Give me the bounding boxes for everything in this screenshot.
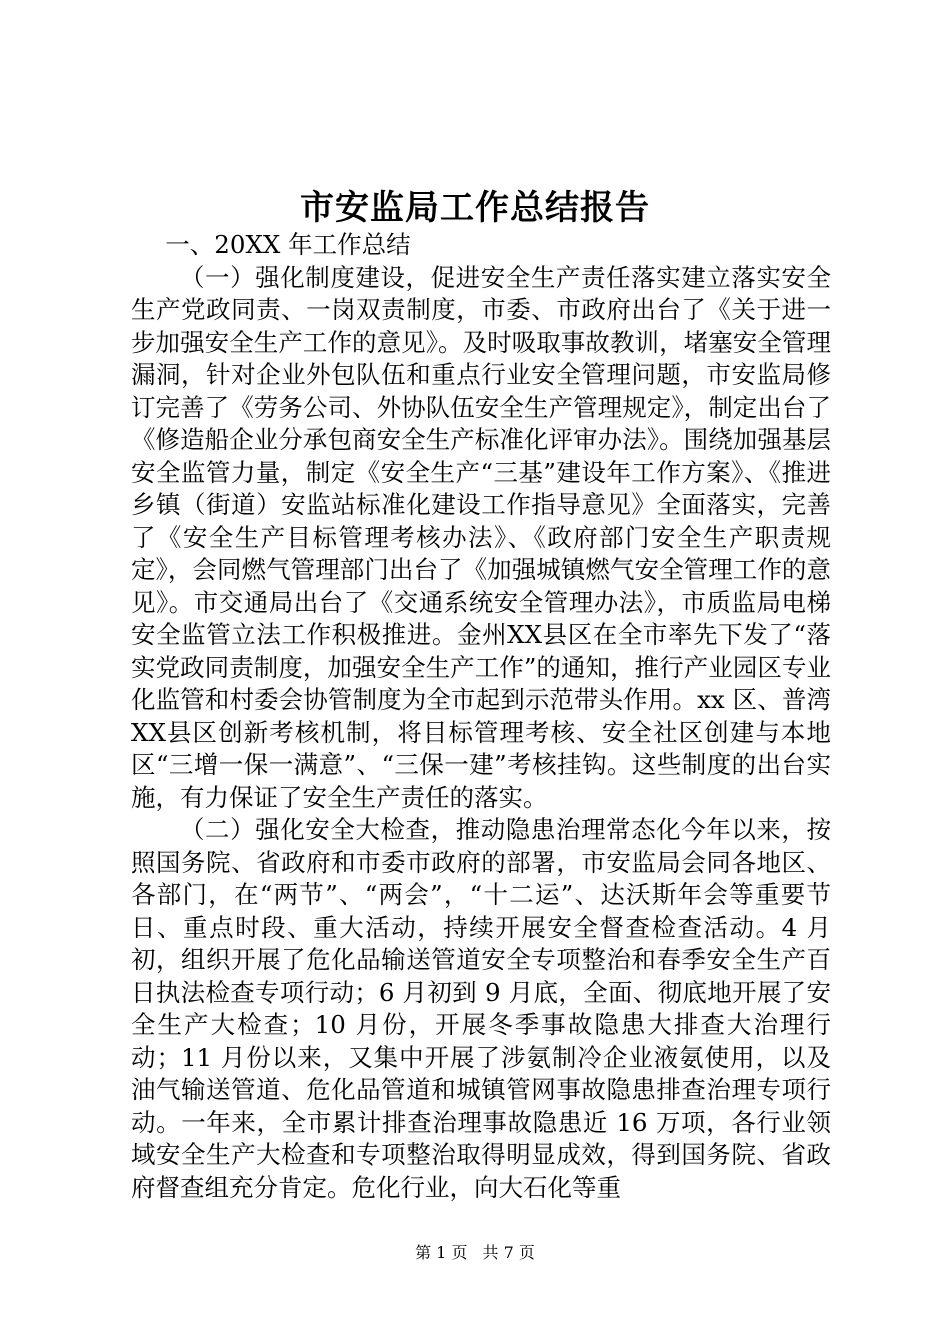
page-number: 第 1 页: [415, 1243, 468, 1262]
page-footer: [0, 1241, 950, 1265]
paragraph-1: （一）强化制度建设，促进安全生产责任落实建立落实安全生产党政同责、一岗双责制度，市委、市政府出台了《关于进一步加强安全生产工作的意见》。及时吸取事故教训，堵塞安全管理漏洞，针对企业外包队伍和重点行业安全管理问题，市安监局修订完善了《劳务公司、外协队伍安全生产管理规定》，制定出台了《修造船企业分承包商安全生产标准化评审办法》。围绕加强基层安全监管力量，制定《安全生产“三基”建设年工作方案》、《推进乡镇（街道）安监站标准化建设工作指导意见》全面落实，完善了《安全生产目标管理考核办法》、《政府部门安全生产职责规定》，会同燃气管理部门出台了《加强城镇燃气安全管理工作的意见》。市交通局出台了《交通系统安全管理办法》，市质监局电梯安全监管立法工作积极推进。金州XX县区在全市率先下发了“落实党政同责制度，加强安全生产工作”的通知，推行产业园区专业化监管和村委会协管制度为全市起到示范带头作用。xx 区、普湾XX县区创新考核机制，将目标管理考核、安全社区创建与本地区“三增一保一满意”、“三保一建”考核挂钩。这些制度的出台实施，有力保证了安全生产责任的落实。: [131, 262, 831, 812]
page-total: 共 7 页: [482, 1243, 535, 1262]
document-title: 市安监局工作总结报告: [300, 188, 650, 228]
document-body: [131, 229, 831, 1204]
section-heading: 一、20XX 年工作总结: [165, 230, 411, 259]
paragraph-2: （二）强化安全大检查，推动隐患治理常态化今年以来，按照国务院、省政府和市委市政府的部署，市安监局会同各地区、各部门，在“两节”、“两会”，“十二运”、达沃斯年会等重要节日、重点时段、重大活动，持续开展安全督查检查活动。4 月初，组织开展了危化品输送管道安全专项整治和春季安全生产百日执法检查专项行动；6 月初到 9 月底，全面、彻底地开展了安全生产大检查；10 月份，开展冬季事故隐患大排查大治理行动；11 月份以来，又集中开展了涉氨制冷企业液氨使用，以及油气输送管道、危化品管道和城镇管网事故隐患排查治理专项行动。一年来，全市累计排查治理事故隐患近 16 万项，各行业领域安全生产大检查和专项整治取得明显成效，得到国务院、省政府督查组充分肯定。危化行业，向大石化等重: [131, 815, 831, 1202]
